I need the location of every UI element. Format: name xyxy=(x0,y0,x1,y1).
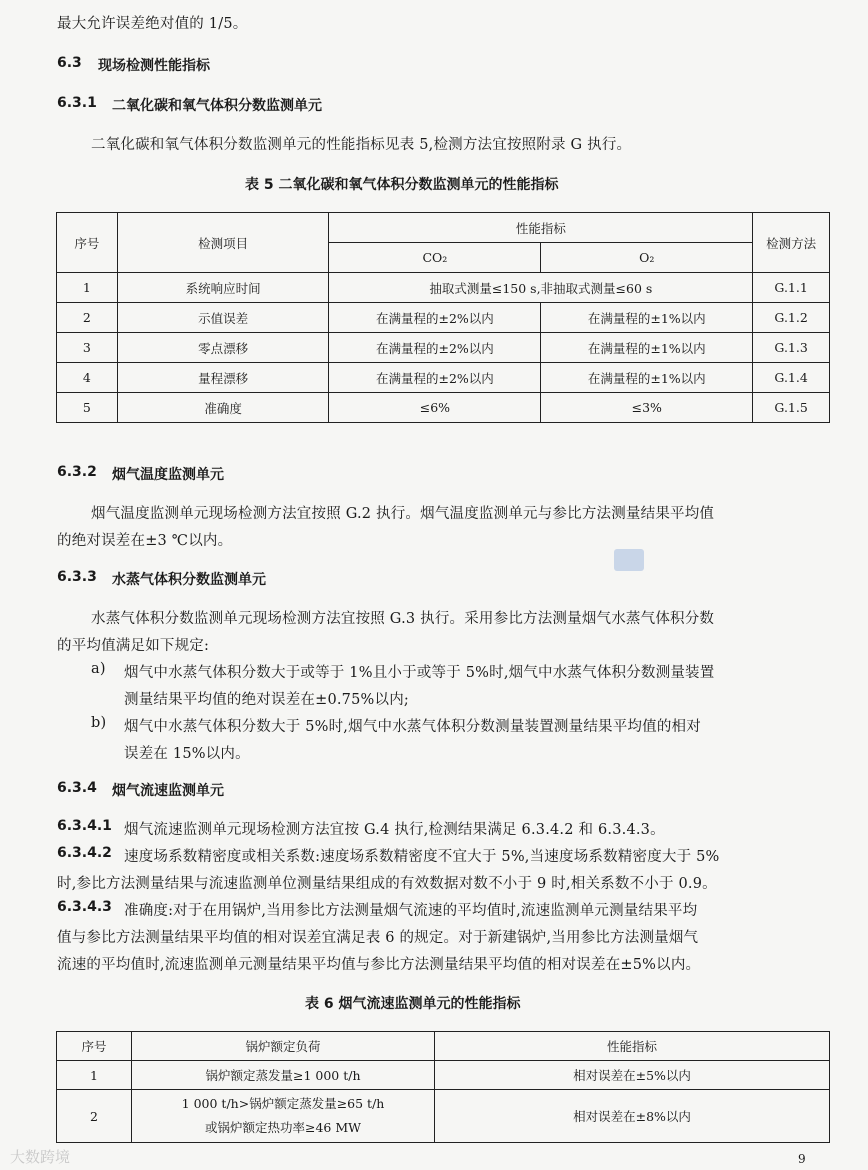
table6-cell-load xyxy=(132,1090,435,1143)
table5-cell-method: G.1.1 xyxy=(753,273,830,303)
table5-cell-method: G.1.4 xyxy=(753,363,830,393)
table5-cell-no: 3 xyxy=(57,333,118,363)
table6-cell-load: 锅炉额定蒸发量≥1 000 t/h xyxy=(132,1061,435,1090)
table5-cell-no: 5 xyxy=(57,393,118,423)
table5-cell-no: 1 xyxy=(57,273,118,303)
section-6-3-4-title: 烟气流速监测单元 xyxy=(112,783,224,799)
table5-cell-item: 零点漂移 xyxy=(117,333,329,363)
table5-cell-o2: 在满量程的±1%以内 xyxy=(541,303,753,333)
clause-6-3-4-3-number: 6.3.4.3 xyxy=(57,899,112,915)
table5-header-co2: CO₂ xyxy=(329,243,541,273)
table5-cell-co2: ≤6% xyxy=(329,393,541,423)
table5-cell-no: 4 xyxy=(57,363,118,393)
watermark-logo xyxy=(614,549,644,571)
clause-6-3-4-1-text: 烟气流速监测单元现场检测方法宜按 G.4 执行,检测结果满足 6.3.4.2 和 6.3.4.3。 xyxy=(124,822,665,838)
table6-header-load: 锅炉额定负荷 xyxy=(132,1032,435,1061)
section-6-3-4-number: 6.3.4 xyxy=(57,780,97,796)
page-number: 9 xyxy=(798,1152,806,1166)
section-6-3-3-title: 水蒸气体积分数监测单元 xyxy=(112,572,266,588)
table6-cell-load-line2: 或锅炉额定热功率≥46 MW xyxy=(204,1120,361,1135)
table5-cell-co2: 在满量程的±2%以内 xyxy=(329,303,541,333)
section-6-3-3-paragraph-line1: 水蒸气体积分数监测单元现场检测方法宜按照 G.3 执行。采用参比方法测量烟气水蒸气体积分数 xyxy=(91,611,715,627)
table5-cell-co2: 在满量程的±2%以内 xyxy=(329,363,541,393)
table5-cell-co2: 在满量程的±2%以内 xyxy=(329,333,541,363)
table5-header-o2: O₂ xyxy=(541,243,753,273)
table6-cell-no: 1 xyxy=(57,1061,132,1090)
section-6-3-2-paragraph-line1: 烟气温度监测单元现场检测方法宜按照 G.2 执行。烟气温度监测单元与参比方法测量结果平均值 xyxy=(91,506,715,522)
table5-cell-method: G.1.5 xyxy=(753,393,830,423)
table6-cell-load-line1: 1 000 t/h>锅炉额定蒸发量≥65 t/h xyxy=(181,1096,385,1111)
section-6-3-2-paragraph-line2: 的绝对误差在±3 ℃以内。 xyxy=(57,533,233,549)
table5-row xyxy=(57,363,830,393)
table5-header-no: 序号 xyxy=(57,213,118,273)
section-6-3-1-title: 二氧化碳和氧气体积分数监测单元 xyxy=(112,98,322,114)
table5-cell-merged: 抽取式测量≤150 s,非抽取式测量≤60 s xyxy=(329,273,753,303)
table6 xyxy=(56,1031,830,1143)
table5-cell-o2: ≤3% xyxy=(541,393,753,423)
table5-caption: 表 5 二氧化碳和氧气体积分数监测单元的性能指标 xyxy=(245,177,559,193)
list-item-b-label: b) xyxy=(91,715,107,731)
table5-header-method: 检测方法 xyxy=(753,213,830,273)
section-6-3-number: 6.3 xyxy=(57,55,82,71)
section-6-3-1-paragraph: 二氧化碳和氧气体积分数监测单元的性能指标见表 5,检测方法宜按照附录 G 执行。 xyxy=(91,137,632,153)
table6-header-perf: 性能指标 xyxy=(435,1032,830,1061)
table5-cell-o2: 在满量程的±1%以内 xyxy=(541,363,753,393)
table5-cell-item: 示值误差 xyxy=(117,303,329,333)
list-item-a-line1: 烟气中水蒸气体积分数大于或等于 1%且小于或等于 5%时,烟气中水蒸气体积分数测量装置 xyxy=(124,665,715,681)
table6-header-no: 序号 xyxy=(57,1032,132,1061)
clause-6-3-4-1-number: 6.3.4.1 xyxy=(57,818,112,834)
table5-row xyxy=(57,393,830,423)
table5-cell-o2: 在满量程的±1%以内 xyxy=(541,333,753,363)
clause-6-3-4-3-line3: 流速的平均值时,流速监测单元测量结果平均值与参比方法测量结果平均值的相对误差在±5%以内。 xyxy=(57,957,701,973)
section-6-3-2-title: 烟气温度监测单元 xyxy=(112,467,224,483)
section-6-3-3-number: 6.3.3 xyxy=(57,569,97,585)
section-6-3-3-paragraph-line2: 的平均值满足如下规定: xyxy=(57,638,210,654)
table6-caption: 表 6 烟气流速监测单元的性能指标 xyxy=(305,996,521,1012)
clause-6-3-4-2-line1: 速度场系数精密度或相关系数:速度场系数精密度不宜大于 5%,当速度场系数精密度大于 5% xyxy=(124,849,720,865)
table6-cell-no: 2 xyxy=(57,1090,132,1143)
table6-cell-perf: 相对误差在±8%以内 xyxy=(435,1090,830,1143)
table6-cell-perf: 相对误差在±5%以内 xyxy=(435,1061,830,1090)
table5-cell-no: 2 xyxy=(57,303,118,333)
table6-row xyxy=(57,1090,830,1143)
list-item-a-line2: 测量结果平均值的绝对误差在±0.75%以内; xyxy=(124,692,409,708)
table5-row xyxy=(57,303,830,333)
table5-row xyxy=(57,273,830,303)
table5 xyxy=(56,212,830,423)
section-6-3-2-number: 6.3.2 xyxy=(57,464,97,480)
clause-6-3-4-2-number: 6.3.4.2 xyxy=(57,845,112,861)
table5-row xyxy=(57,333,830,363)
table5-cell-method: G.1.3 xyxy=(753,333,830,363)
list-item-a-label: a) xyxy=(91,661,106,677)
table5-cell-item: 准确度 xyxy=(117,393,329,423)
section-6-3-1-number: 6.3.1 xyxy=(57,95,97,111)
table5-header-perf: 性能指标 xyxy=(329,213,753,243)
table5-cell-item: 量程漂移 xyxy=(117,363,329,393)
clause-6-3-4-3-line1: 准确度:对于在用锅炉,当用参比方法测量烟气流速的平均值时,流速监测单元测量结果平均 xyxy=(124,903,698,919)
clause-6-3-4-2-line2: 时,参比方法测量结果与流速监测单位测量结果组成的有效数据对数不小于 9 时,相关系数不小于 0.9。 xyxy=(57,876,717,892)
top-line: 最大允许误差绝对值的 1/5。 xyxy=(57,16,248,32)
table5-cell-item: 系统响应时间 xyxy=(117,273,329,303)
table5-header-item: 检测项目 xyxy=(117,213,329,273)
section-6-3-title: 现场检测性能指标 xyxy=(98,58,210,74)
clause-6-3-4-3-line2: 值与参比方法测量结果平均值的相对误差宜满足表 6 的规定。对于新建锅炉,当用参比方法测量烟气 xyxy=(57,930,699,946)
list-item-b-line2: 误差在 15%以内。 xyxy=(124,746,250,762)
table5-cell-method: G.1.2 xyxy=(753,303,830,333)
table6-row xyxy=(57,1061,830,1090)
list-item-b-line1: 烟气中水蒸气体积分数大于 5%时,烟气中水蒸气体积分数测量装置测量结果平均值的相对 xyxy=(124,719,701,735)
watermark-text: 大数跨境 xyxy=(10,1148,71,1166)
